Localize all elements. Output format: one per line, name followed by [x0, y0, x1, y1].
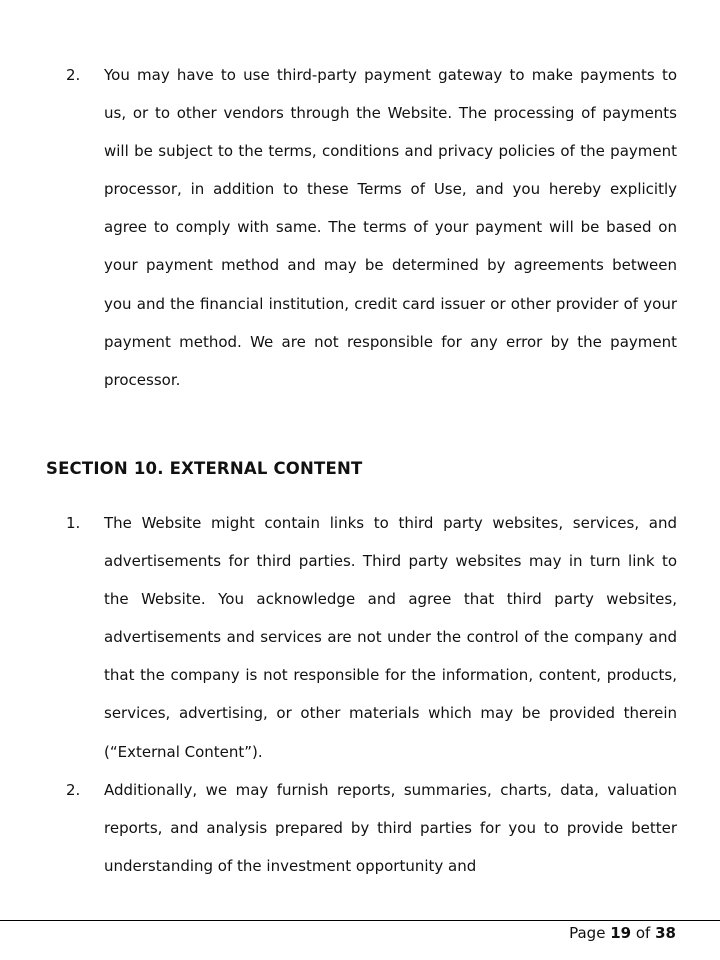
list-item-text: Additionally, we may furnish reports, summaries, charts, data, valuation reports, and analysis prepared by third parties for you to provide better understanding of the investment opportunity and	[104, 781, 677, 876]
footer-divider	[0, 920, 720, 921]
list-item-number: 2.	[66, 781, 81, 799]
page-label: Page	[569, 924, 606, 942]
total-pages: 38	[655, 924, 676, 942]
of-label: of	[635, 924, 651, 942]
page-footer	[569, 922, 676, 944]
list-item-text: The Website might contain links to third party websites, services, and advertisements for third parties. Third party websites may in turn link to the Website. You acknowledge and agree that third party websites, advertisements and services are not under the control of the company and that the company is not responsible for the information, content, products, services, advertising, or other materials which may be provided therein (“External Content”).	[104, 514, 677, 761]
list-item-number: 1.	[66, 514, 81, 532]
list-item-text: You may have to use third-party payment gateway to make payments to us, or to other vendors through the Website. The processing of payments will be subject to the terms, conditions and privacy policies of the payment processor, in addition to these Terms of Use, and you hereby explicitly agree to comply with same. The terms of your payment will be based on your payment method and may be determined by agreements between you and the financial institution, credit card issuer or other provider of your payment method. We are not responsible for any error by the payment processor.	[104, 66, 677, 389]
list-item-number: 2.	[66, 66, 81, 84]
section-10-heading: SECTION 10. EXTERNAL CONTENT	[46, 459, 363, 478]
page-number: 19	[610, 924, 632, 942]
